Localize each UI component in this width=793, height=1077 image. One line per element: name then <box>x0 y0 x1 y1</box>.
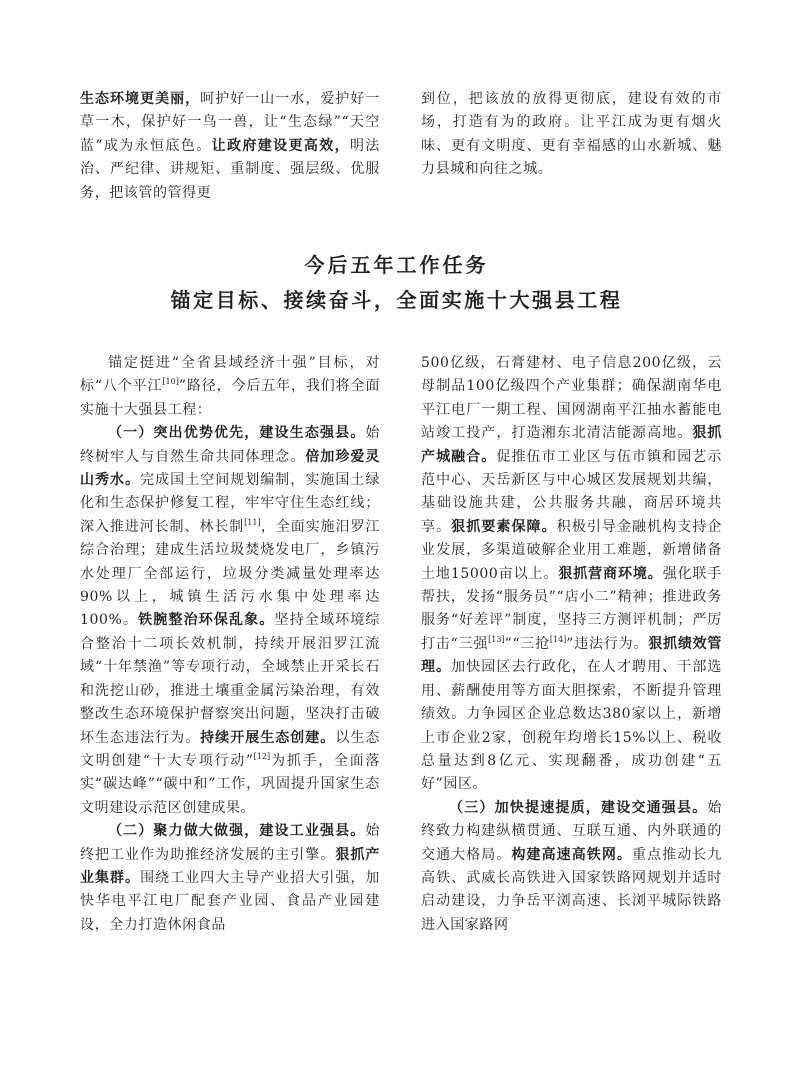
text-run: 围绕工业四大主导产业招大引强，加快华电平江电厂配套产业园、食品产业园建设，全力打造休闲食品 <box>80 869 380 933</box>
section-heading: 今后五年工作任务 <box>304 253 489 277</box>
body-paragraph <box>421 352 722 797</box>
bold-run: 倍加珍爱灵山秀水。 <box>80 448 381 489</box>
text-run: 促推伍市工业区与伍市镇和园艺示范中心、天岳新区与中心城区发展规划共编，基础设施共建，公共服务共融，商居环境共享。 <box>421 448 723 535</box>
bold-run: 狠抓要素保障。 <box>451 518 557 535</box>
text-run: ，全面实施汨罗江综合治理；建成生活垃圾焚烧发电厂，乡镇污水处理厂全部运行，垃圾分类减量处理率达90%以上，城镇生活污水集中处理率达100%。 <box>80 518 380 629</box>
bold-run: 持续开展生态创建。 <box>200 729 336 746</box>
top-right-paragraph <box>421 88 722 182</box>
body-paragraph <box>421 797 722 937</box>
bold-run: （一）突出优势优先， <box>108 425 260 442</box>
bold-run: 铁腕整治环保乱象。 <box>138 612 275 629</box>
body-left-column <box>80 352 380 937</box>
footnote-ref: [10] <box>162 377 179 387</box>
text-run: 始终把工业作为助推经济发展的主引擎。 <box>80 823 380 863</box>
footnote-ref: [14] <box>549 634 567 644</box>
text-run: ”“三抢 <box>504 635 550 652</box>
text-run: 加快园区去行政化，在人才聘用、干部选用、薪酬使用等方面大胆探索，不断提升管理绩效。力争园区企业总数达380家以上，新增上市企业2家，创税年均增长15%以上、税收总量达到8亿元、实现翻番，成功创建“五好”园区。 <box>421 659 722 793</box>
bold-run: 狠抓营商环境。 <box>558 565 663 582</box>
bold-run: 建设交通强县。 <box>601 799 708 816</box>
text-run: 始终树牢人与自然生命共同体理念。 <box>80 425 380 465</box>
footnote-ref: [11] <box>244 517 261 527</box>
body-paragraph <box>80 352 380 422</box>
top-left-column <box>80 88 380 205</box>
text-run: 强化联手帮扶，发扬“服务员”“店小二”精神；推进政务服务“好差评”制度，坚持三方测评机制；严厉打击“三强 <box>421 565 723 652</box>
bold-run: 生态环境更美丽， <box>80 91 201 107</box>
footnote-ref: [12] <box>253 751 271 761</box>
bold-run: 建设生态强县。 <box>259 425 366 442</box>
bold-run: （三）加快提速提质， <box>449 799 601 816</box>
text-run: 呵护好一山一水，爱护好一草一木，保护好一鸟一兽，让“生态绿”“天空蓝”成为永恒底色。 <box>80 91 380 154</box>
text-run: 以生态文明创建“十大专项行动” <box>80 729 380 769</box>
text-run: ”路径，今后五年，我们将全面实施十大强县工程： <box>80 378 380 418</box>
text-run: ”违法行为。 <box>566 635 649 652</box>
footnote-ref: [13] <box>488 634 505 644</box>
text-run: 到位，把该放的放得更彻底，建设有效的市场，打造有为的政府。让平江成为更有烟火味、更有文明度、更有幸福感的山水新城、魅力县城和向往之城。 <box>421 91 722 178</box>
top-left-paragraph <box>80 88 380 205</box>
section-subheading: 锚定目标、接续奋斗，全面实施十大强县工程 <box>170 288 623 312</box>
text-run: 坚持全域环境综合整治十二项长效机制，持续开展汨罗江流域“十年禁渔”等专项行动，全域禁止开采长石和洗挖山砂，推进土壤重金属污染治理，有效整改生态环境保护督察突出问题，坚决打击破坏生态违法行为。 <box>80 612 381 746</box>
bold-run: （二）聚力做大做强， <box>108 823 260 840</box>
body-right-column <box>421 352 722 937</box>
text-run: 始终致力构建纵横贯通、互联互通、内外联通的交通大格局。 <box>421 799 723 863</box>
text-run: 为抓手，全面落实“碳达峰”“碳中和”工作，巩固提升国家生态文明建设示范区创建成果。 <box>80 752 381 816</box>
body-paragraph <box>80 820 380 937</box>
bold-run: 狠抓产业集群。 <box>80 846 380 886</box>
top-right-column <box>421 88 722 182</box>
bold-run: 让政府建设更高效， <box>211 137 351 154</box>
text-run: 完成国土空间规划编制，实施国土绿化和生态保护修复工程，牢牢守住生态红线；深入推进河长制、林长制 <box>80 472 380 535</box>
body-paragraph <box>80 422 380 820</box>
text-run: 积极引导金融机构支持企业发展，多渠道破解企业用工难题，新增储备土地15000亩以上。 <box>421 518 722 582</box>
bold-run: 构建高速高铁网。 <box>511 846 633 863</box>
text-run: 锚定挺进“全省县域经济十强”目标，对标“八个平江 <box>80 355 380 395</box>
bold-run: 狠抓产城融合。 <box>421 425 722 465</box>
text-run: 500亿级，石膏建材、电子信息200亿级，云母制品100亿级四个产业集群；确保湖南华电平江电厂一期工程、国网湖南平江抽水蓄能电站竣工投产，打造湘东北清洁能源高地。 <box>421 355 722 442</box>
bold-run: 建设工业强县。 <box>259 823 366 840</box>
text-run: 重点推动长九高铁、武威长高铁进入国家铁路网规划并适时启动建设，力争岳平浏高速、长浏平城际铁路进入国家路网 <box>421 846 722 933</box>
text-run: 明法治、严纪律、讲规矩、重制度、强层级、优服务，把该管的管得更 <box>80 137 381 201</box>
bold-run: 狠抓绩效管理。 <box>421 635 723 676</box>
